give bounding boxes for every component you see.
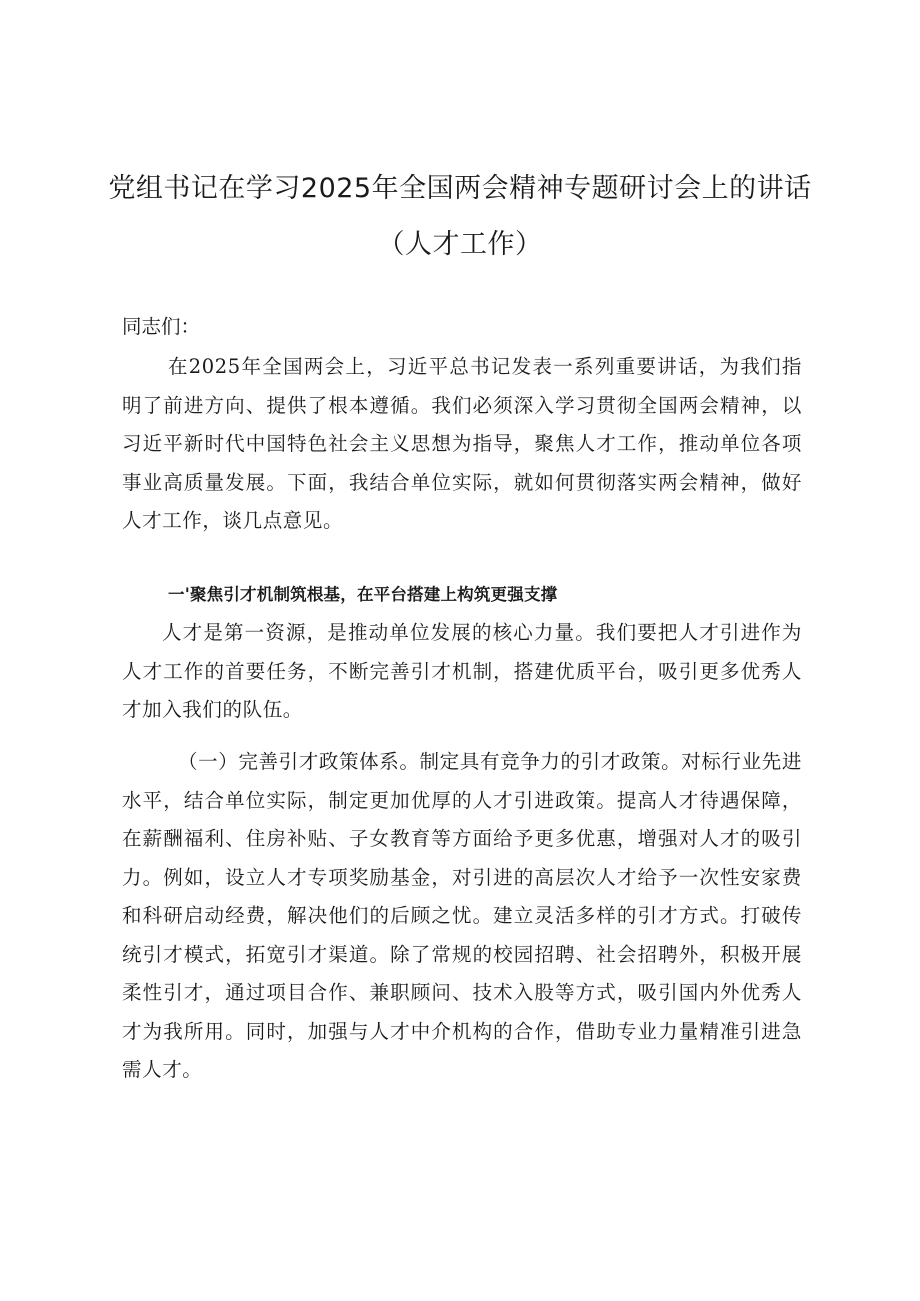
section-1-body: 人才是第一资源，是推动单位发展的核心力量。我们要把人才引进作为人才工作的首要任务，不断完善引才机制，搭建优质平台，吸引更多优秀人才加入我们的队伍。	[122, 621, 802, 721]
section-1-heading: 一'聚焦引才机制筑根基，在平台搭建上构筑更强支撑	[168, 585, 558, 604]
document-title: 党组书记在学习2025年全国两会精神专题研讨会上的讲话	[108, 173, 812, 204]
document-subtitle: （人才工作）	[377, 229, 543, 260]
subsection-1-paragraph: （一）完善引才政策体系。制定具有竞争力的引才政策。对标行业先进水平，结合单位实际，制定更加优厚的人才引进政策。提高人才待遇保障，在薪酬福利、住房补贴、子女教育等方面给予更多优惠，增强对人才的吸引力。例如，设立人才专项奖励基金，对引进的高层次人才给予一次性安家费和科研启动经费，解决他们的后顾之忧。建立灵活多样的引才方式。打破传统引才模式，拓宽引才渠道。除了常规的校园招聘、社会招聘外，积极开展柔性引才，通过项目合作、兼职顾问、技术入股等方式，吸引国内外优秀人才为我所用。同时，加强与人才中介机构的合作，借助专业力量精准引进急需人才。	[122, 750, 802, 1081]
intro-paragraph: 在2025年全国两会上，习近平总书记发表一系列重要讲话，为我们指明了前进方向、提供了根本遵循。我们必须深入学习贯彻全国两会精神，以习近平新时代中国特色社会主义思想为指导，聚焦人才工作，推动单位各项事业高质量发展。下面，我结合单位实际，就如何贯彻落实两会精神，做好人才工作，谈几点意见。	[122, 355, 802, 532]
salutation: 同志们：	[122, 315, 201, 338]
